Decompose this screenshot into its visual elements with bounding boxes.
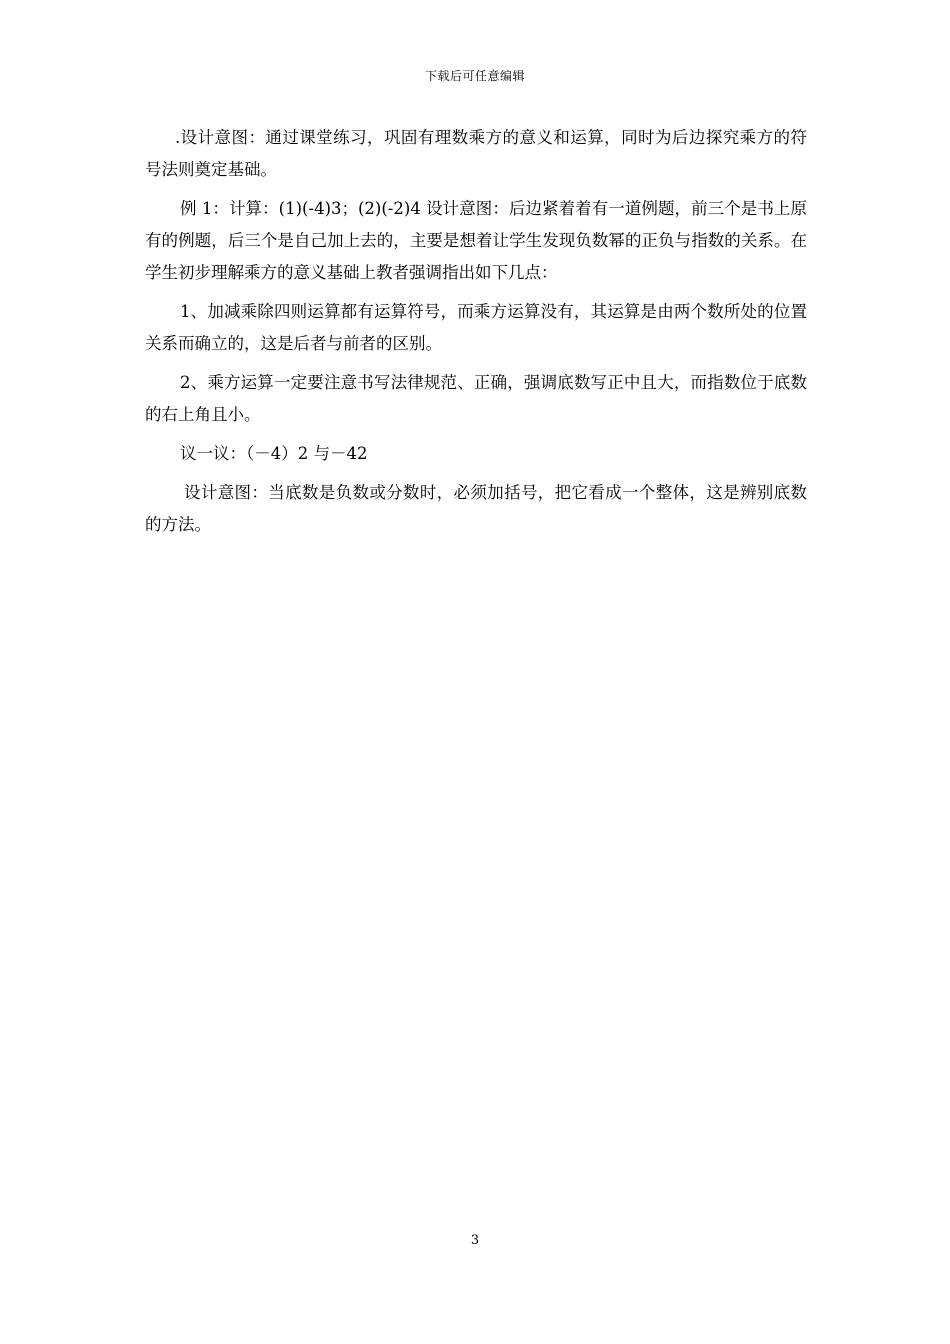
paragraph-example-1: 例 1：计算：(1)(-4)3；(2)(-2)4 设计意图：后边紧着着有一道例题，前三个是书上原有的例题，后三个是自己加上去的，主要是想着让学生发现负数幂的正负与指数的关系。在学生初步理解乘方的意义基础上教者强调指出如下几点： [145, 199, 807, 282]
paragraph-discuss: 议一议：（－4）2 与－42 [180, 444, 368, 463]
document-body [145, 122, 807, 548]
page-number: 3 [470, 1233, 480, 1248]
page-header: 下载后可任意编辑 [424, 69, 525, 83]
paragraph-design-intent-1: .设计意图：通过课堂练习，巩固有理数乘方的意义和运算，同时为后边探究乘方的符号法则奠定基础。 [145, 128, 807, 179]
paragraph-point-2: 2、乘方运算一定要注意书写法律规范、正确，强调底数写正中且大，而指数位于底数的右上角且小。 [145, 373, 807, 424]
paragraph-point-1: 1、加减乘除四则运算都有运算符号，而乘方运算没有，其运算是由两个数所处的位置关系而确立的，这是后者与前者的区别。 [145, 302, 807, 353]
paragraph-design-intent-2: 设计意图：当底数是负数或分数时，必须加括号，把它看成一个整体，这是辨别底数的方法。 [145, 483, 807, 534]
